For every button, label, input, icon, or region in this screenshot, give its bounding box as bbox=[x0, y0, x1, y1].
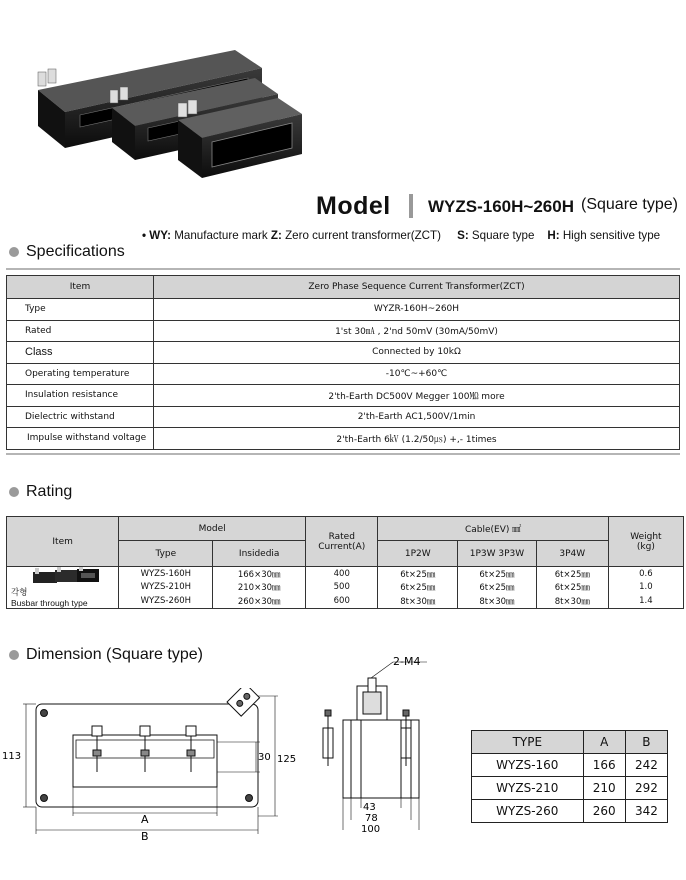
rating-item-cell bbox=[7, 567, 119, 609]
rating-header-insidedia: Insidedia bbox=[213, 541, 306, 567]
rating-cable-3p4w: 6t×25㎜ bbox=[536, 567, 608, 581]
table-row bbox=[7, 428, 680, 450]
table-row bbox=[7, 363, 680, 385]
dim-type: WYZS-210 bbox=[472, 777, 584, 800]
table-header-row bbox=[7, 276, 680, 299]
spec-header-value: Zero Phase Sequence Current Transformer(ZCT) bbox=[154, 276, 680, 299]
rating-title: Rating bbox=[26, 483, 73, 500]
product-photo bbox=[20, 20, 320, 190]
side-view-drawing bbox=[315, 648, 435, 838]
rating-insidedia: 166×30㎜ bbox=[213, 567, 306, 581]
table-row bbox=[7, 299, 680, 321]
title-divider bbox=[409, 194, 413, 218]
spec-value: 2'th-Earth 6㎸ (1.2/50㎲) +,- 1times bbox=[154, 428, 680, 450]
rating-weight: 0.6 bbox=[608, 567, 683, 581]
legend-text-h: High sensitive type bbox=[562, 229, 661, 242]
rating-cable-1p3w: 6t×25㎜ bbox=[458, 567, 537, 581]
legend-text-wy: Manufacture mark bbox=[174, 229, 268, 242]
rating-insidedia: 260×30㎜ bbox=[213, 594, 306, 608]
spec-item: Type bbox=[7, 299, 154, 321]
dim-header-type: TYPE bbox=[472, 731, 584, 754]
dim-header-a: A bbox=[583, 731, 625, 754]
dim-label-113: 113 bbox=[2, 751, 22, 762]
legend-key-s: S: bbox=[457, 229, 469, 242]
model-title: Model bbox=[316, 192, 391, 220]
dim-a: 166 bbox=[583, 754, 625, 777]
dim-label-125: 125 bbox=[277, 754, 297, 765]
bullet-dot-icon bbox=[9, 487, 19, 497]
spec-item: Operating temperature bbox=[7, 363, 154, 385]
rating-cable-3p4w: 8t×30㎜ bbox=[536, 594, 608, 608]
spec-value: 1'st 30㎃ , 2'nd 50mV (30mA/50mV) bbox=[154, 320, 680, 342]
rating-cable-1p3w: 8t×30㎜ bbox=[458, 594, 537, 608]
model-legend bbox=[142, 229, 660, 242]
rating-cable-1p2w: 8t×30㎜ bbox=[378, 594, 458, 608]
spec-item: Class bbox=[7, 342, 154, 364]
table-row bbox=[7, 385, 680, 407]
rating-weight: 1.4 bbox=[608, 594, 683, 608]
dim-b: 342 bbox=[625, 800, 667, 823]
table-header-row bbox=[472, 731, 668, 754]
mount-hole bbox=[41, 795, 48, 802]
busbar-ct-thumbnail bbox=[31, 567, 103, 585]
dim-header-b: B bbox=[625, 731, 667, 754]
rating-header-1p2w: 1P2W bbox=[378, 541, 458, 567]
dimension-title: Dimension (Square type) bbox=[26, 646, 203, 663]
ct-unit-small bbox=[178, 98, 302, 178]
dim-type: WYZS-160 bbox=[472, 754, 584, 777]
spec-item: Impulse withstand voltage bbox=[7, 428, 154, 450]
rating-current: 600 bbox=[306, 594, 378, 608]
dim-label-a: A bbox=[141, 813, 149, 826]
dim-label-screw: 2-M4 bbox=[393, 655, 421, 668]
divider bbox=[6, 268, 680, 270]
rating-item-kr: 각형 bbox=[11, 587, 28, 597]
legend-key-z: Z: bbox=[270, 229, 282, 242]
legend-bullet: • bbox=[142, 229, 147, 242]
legend-key-wy: WY: bbox=[149, 229, 171, 242]
spec-item: Insulation resistance bbox=[7, 385, 154, 407]
table-header-row bbox=[7, 517, 684, 541]
spec-value: Connected by 10kΩ bbox=[154, 342, 680, 364]
dimension-table bbox=[471, 730, 668, 823]
front-view-drawing bbox=[0, 688, 300, 848]
spec-value: 2'th-Earth DC500V Megger 100㏁ more bbox=[154, 385, 680, 407]
rating-insidedia: 210×30㎜ bbox=[213, 581, 306, 595]
table-row bbox=[472, 777, 668, 800]
dim-a: 260 bbox=[583, 800, 625, 823]
rating-header-model: Model bbox=[119, 517, 306, 541]
dim-b: 292 bbox=[625, 777, 667, 800]
model-code: WYZS-160H~260H bbox=[428, 197, 574, 216]
rating-table bbox=[6, 516, 684, 609]
table-row bbox=[472, 754, 668, 777]
rating-type: WYZS-260H bbox=[119, 594, 213, 608]
specifications-title: Specifications bbox=[26, 243, 125, 260]
spec-value: WYZR-160H~260H bbox=[154, 299, 680, 321]
dim-label-78: 78 bbox=[365, 813, 378, 824]
spec-header-item: Item bbox=[7, 276, 154, 299]
mount-hole bbox=[41, 710, 48, 717]
mount-hole bbox=[246, 795, 253, 802]
bullet-dot-icon bbox=[9, 247, 19, 257]
dim-b: 242 bbox=[625, 754, 667, 777]
rating-item-en: Busbar through type bbox=[11, 598, 88, 608]
dim-label-b: B bbox=[141, 830, 149, 843]
legend-key-h: H: bbox=[547, 229, 560, 242]
table-row bbox=[7, 406, 680, 428]
model-type: (Square type) bbox=[581, 196, 678, 213]
rating-header-weight: Weight (kg) bbox=[608, 517, 683, 567]
table-row bbox=[7, 342, 680, 364]
rating-cable-1p2w: 6t×25㎜ bbox=[378, 581, 458, 595]
rating-header-item: Item bbox=[7, 517, 119, 567]
dim-label-100: 100 bbox=[361, 824, 381, 835]
table-row bbox=[7, 567, 684, 581]
table-row bbox=[7, 320, 680, 342]
specifications-heading bbox=[9, 243, 125, 261]
rating-header-1p3w-3p3w: 1P3W 3P3W bbox=[458, 541, 537, 567]
rating-header-type: Type bbox=[119, 541, 213, 567]
rating-cable-1p3w: 6t×25㎜ bbox=[458, 581, 537, 595]
rating-header-rated: Rated Current(A) bbox=[306, 517, 378, 567]
spec-value: -10℃~+60℃ bbox=[154, 363, 680, 385]
dim-label-30: 30 bbox=[258, 752, 271, 763]
spec-item: Rated bbox=[7, 320, 154, 342]
dimension-heading bbox=[9, 646, 203, 664]
rating-type: WYZS-160H bbox=[119, 567, 213, 581]
rating-weight: 1.0 bbox=[608, 581, 683, 595]
rating-header-3p4w: 3P4W bbox=[536, 541, 608, 567]
rating-heading bbox=[9, 483, 72, 501]
rating-type: WYZS-210H bbox=[119, 581, 213, 595]
divider bbox=[6, 453, 680, 455]
rating-current: 500 bbox=[306, 581, 378, 595]
spec-value: 2'th-Earth AC1,500V/1min bbox=[154, 406, 680, 428]
rating-cable-3p4w: 6t×25㎜ bbox=[536, 581, 608, 595]
table-row bbox=[472, 800, 668, 823]
rating-cable-1p2w: 6t×25㎜ bbox=[378, 567, 458, 581]
spec-item: Dielectric withstand bbox=[7, 406, 154, 428]
rating-current: 400 bbox=[306, 567, 378, 581]
legend-text-z: Zero current transformer(ZCT) bbox=[285, 229, 441, 242]
bullet-dot-icon bbox=[9, 650, 19, 660]
dim-label-43: 43 bbox=[363, 802, 376, 813]
specifications-table bbox=[6, 275, 680, 450]
dim-type: WYZS-260 bbox=[472, 800, 584, 823]
rating-header-cable: Cable(EV) ㎟ bbox=[378, 517, 608, 541]
dim-a: 210 bbox=[583, 777, 625, 800]
legend-text-s: Square type bbox=[471, 229, 535, 242]
